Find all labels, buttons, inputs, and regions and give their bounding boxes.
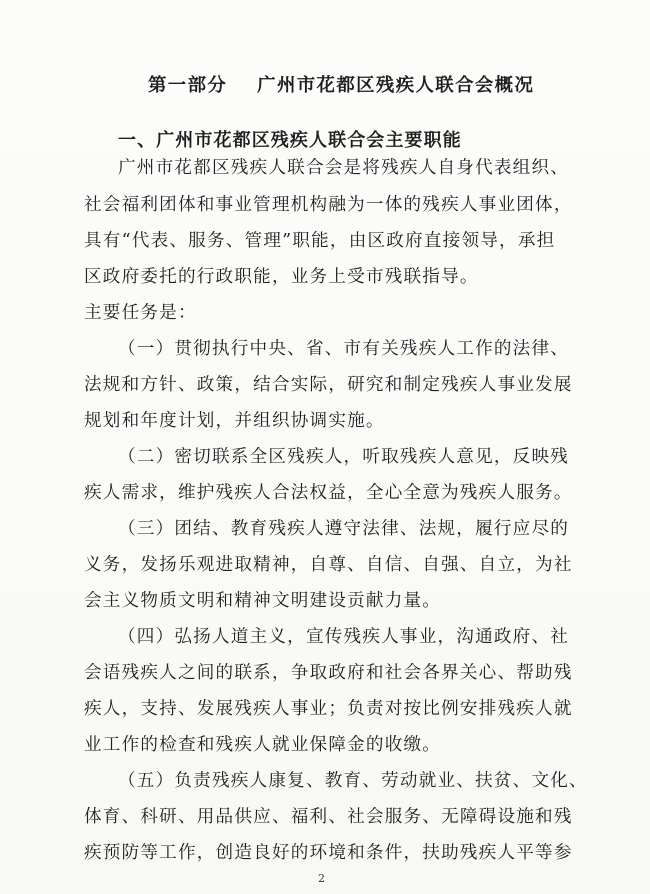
body-line-12: 义务，发扬乐观进取精神，自尊、自信、自强、自立，为社 <box>84 555 573 575</box>
page-title <box>148 71 534 97</box>
section-heading: 一、广州市花都区残疾人联合会主要职能 <box>118 130 462 151</box>
body-line-5: 主要任务是： <box>84 303 197 323</box>
body-line-13: 会主义物质文明和精神文明建设贡献力量。 <box>84 591 442 611</box>
body-line-3: 具有“代表、服务、管理”职能，由区政府直接领导，承担 <box>84 231 556 251</box>
body-line-18: （五）负责残疾人康复、教育、劳动就业、扶贫、文化、 <box>118 771 588 791</box>
title-part-label: 第一部分 <box>148 75 228 96</box>
body-line-16: 疾人，支持、发展残疾人事业；负责对按比例安排残疾人就 <box>84 699 573 719</box>
body-line-14: （四）弘扬人道主义，宣传残疾人事业，沟通政府、社 <box>118 627 570 647</box>
body-line-15: 会语残疾人之间的联系，争取政府和社会各界关心、帮助残 <box>84 663 573 683</box>
body-line-7: 法规和方针、政策，结合实际，研究和制定残疾人事业发展 <box>84 375 573 395</box>
page-number: 2 <box>318 872 325 885</box>
body-line-20: 疾预防等工作，创造良好的环境和条件，扶助残疾人平等参 <box>84 843 573 863</box>
body-line-1: 广州市花都区残疾人联合会是将残疾人自身代表组织、 <box>118 158 570 178</box>
body-line-17: 业工作的检查和残疾人就业保障金的收缴。 <box>84 735 442 755</box>
body-line-8: 规划和年度计划，并组织协调实施。 <box>84 411 385 431</box>
body-line-9: （二）密切联系全区残疾人，听取残疾人意见，反映残 <box>118 447 570 467</box>
title-organization-name: 广州市花都区残疾人联合会概况 <box>257 75 535 96</box>
body-line-10: 疾人需求，维护残疾人合法权益，全心全意为残疾人服务。 <box>84 483 573 503</box>
body-line-6: （一）贯彻执行中央、省、市有关残疾人工作的法律、 <box>118 339 570 359</box>
body-line-2: 社会福利团体和事业管理机构融为一体的残疾人事业团体， <box>84 195 573 215</box>
body-line-19: 体育、科研、用品供应、福利、社会服务、无障碍设施和残 <box>84 807 573 827</box>
body-line-11: （三）团结、教育残疾人遵守法律、法规，履行应尽的 <box>118 519 570 539</box>
body-line-4: 区政府委托的行政职能，业务上受市残联指导。 <box>84 267 479 287</box>
